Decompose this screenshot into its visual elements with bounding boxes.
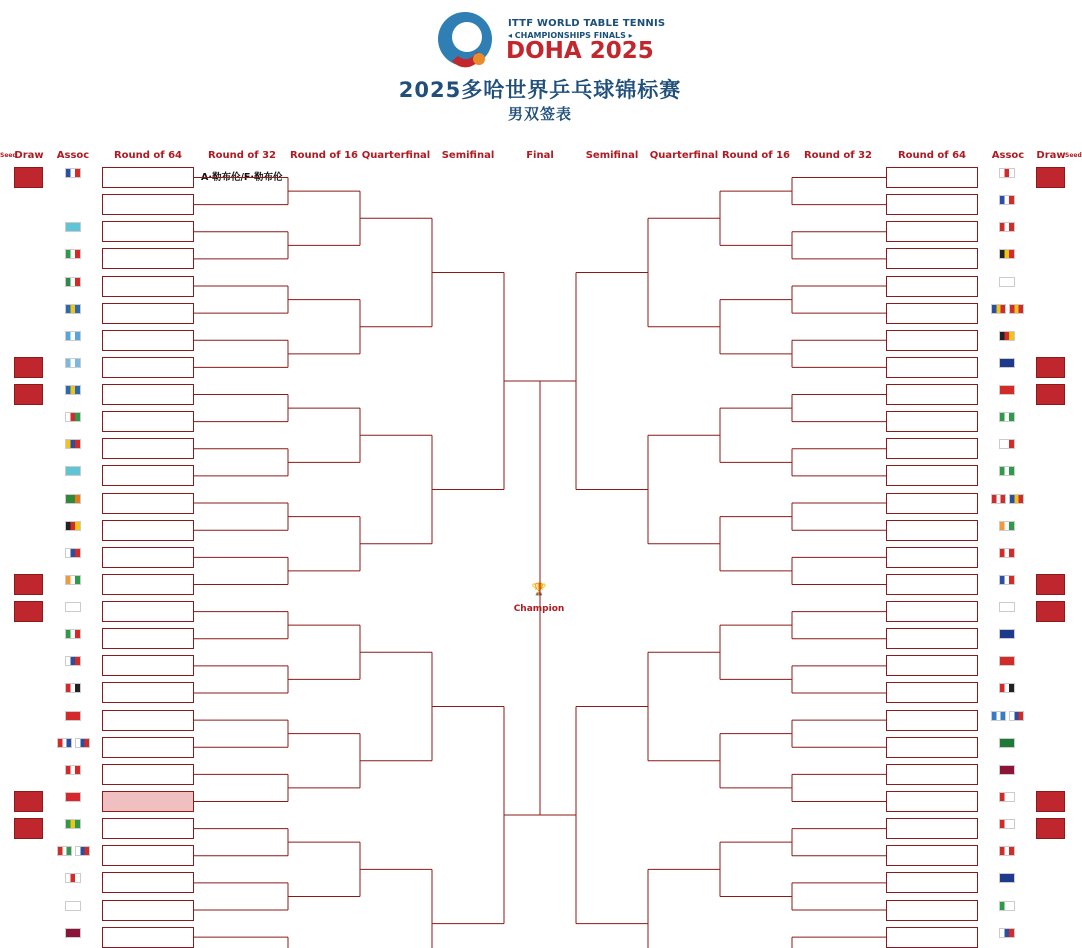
- seed-number: [0, 357, 14, 378]
- player-pair-cell: [102, 221, 194, 242]
- player-pair-cell: [886, 791, 978, 812]
- player-pair-cell: [886, 248, 978, 269]
- draw-number: [1036, 547, 1065, 568]
- draw-number: [1036, 682, 1065, 703]
- player-pair-cell: [886, 872, 978, 893]
- player-pair-cell: [886, 357, 978, 378]
- player-pair-cell: [102, 845, 194, 866]
- player-pair-cell: [102, 547, 194, 568]
- player-pair-cell: [886, 574, 978, 595]
- flag-icon: [999, 222, 1015, 232]
- player-pair-cell: [886, 655, 978, 676]
- player-pair-cell: [102, 411, 194, 432]
- flag-icon: [999, 928, 1015, 938]
- draw-number: [14, 221, 43, 242]
- seed-number: [0, 384, 14, 405]
- flag-icon: [65, 819, 81, 829]
- seed-number: [1066, 601, 1080, 622]
- draw-number: [1036, 384, 1065, 405]
- draw-number: [14, 411, 43, 432]
- header-assoc-left: Assoc: [56, 150, 90, 161]
- draw-number: [1036, 764, 1065, 785]
- player-pair-cell: [102, 574, 194, 595]
- seed-number: [1066, 818, 1080, 839]
- flag-icon: [65, 765, 81, 775]
- flag-icon: [65, 602, 81, 612]
- flag-icon: [65, 928, 81, 938]
- seed-number: [0, 818, 14, 839]
- draw-number: [14, 927, 43, 948]
- header-seed-left: Seed: [0, 152, 17, 159]
- header-seed-right: Seed: [1065, 152, 1082, 159]
- draw-number: [14, 764, 43, 785]
- player-pair-cell: [102, 438, 194, 459]
- draw-number: [14, 845, 43, 866]
- flag-icon: [65, 277, 81, 287]
- flag-icon: [999, 466, 1015, 476]
- seed-number: [0, 791, 14, 812]
- header-qf-left: Quarterfinal: [361, 150, 431, 161]
- player-pair-cell: [102, 900, 194, 921]
- draw-number: [1036, 194, 1065, 215]
- event-line-2: ◂ CHAMPIONSHIPS FINALS ▸: [508, 31, 633, 40]
- flag-icon: [57, 738, 72, 748]
- flag-icon: [999, 656, 1015, 666]
- flag-icon: [65, 412, 81, 422]
- trophy-icon: 🏆: [531, 582, 547, 596]
- page-subtitle: 男双签表: [507, 105, 572, 123]
- player-pair-cell: [102, 927, 194, 948]
- draw-number: [1036, 628, 1065, 649]
- draw-number: [14, 574, 43, 595]
- player-pair-cell: [102, 764, 194, 785]
- flag-icon: [999, 168, 1015, 178]
- player-pair-cell: [886, 221, 978, 242]
- player-pair-cell: [886, 330, 978, 351]
- seed-number: [0, 601, 14, 622]
- player-pair-cell: [102, 330, 194, 351]
- flag-icon: [65, 575, 81, 585]
- flag-icon: [65, 385, 81, 395]
- draw-number: [14, 493, 43, 514]
- player-pair-cell: [886, 303, 978, 324]
- player-pair-cell: [886, 927, 978, 948]
- player-pair-cell: [102, 628, 194, 649]
- header-r64-right: Round of 64: [897, 150, 967, 161]
- header-r32-right: Round of 32: [803, 150, 873, 161]
- draw-number: [14, 167, 43, 188]
- flag-icon: [999, 901, 1015, 911]
- flag-icon: [65, 331, 81, 341]
- flag-icon: [65, 249, 81, 259]
- header-draw-left: Draw: [14, 150, 44, 161]
- draw-number: [14, 655, 43, 676]
- draw-number: [14, 194, 43, 215]
- flag-icon: [999, 548, 1015, 558]
- flag-icon: [65, 711, 81, 721]
- draw-number: [1036, 927, 1065, 948]
- draw-number: [14, 872, 43, 893]
- draw-number: [14, 710, 43, 731]
- flag-icon: [999, 629, 1015, 639]
- flag-icon: [999, 412, 1015, 422]
- draw-number: [1036, 276, 1065, 297]
- flag-icon: [65, 521, 81, 531]
- flag-icon: [65, 873, 81, 883]
- draw-number: [14, 547, 43, 568]
- flag-icon: [999, 792, 1015, 802]
- flag-icon: [57, 846, 72, 856]
- draw-number: [1036, 438, 1065, 459]
- header-r16-left: Round of 16: [289, 150, 359, 161]
- flag-icon: [65, 629, 81, 639]
- player-pair-cell: [102, 276, 194, 297]
- header-r32-left: Round of 32: [207, 150, 277, 161]
- draw-number: [14, 900, 43, 921]
- flag-icon: [65, 494, 81, 504]
- header-r64-left: Round of 64: [113, 150, 183, 161]
- flag-icon: [991, 494, 1006, 504]
- flag-icon: [999, 738, 1015, 748]
- flag-icon: [999, 873, 1015, 883]
- flag-icon: [999, 819, 1015, 829]
- draw-number: [14, 818, 43, 839]
- flag-icon: [999, 602, 1015, 612]
- player-pair-cell: [102, 710, 194, 731]
- flag-icon: [999, 439, 1015, 449]
- flag-icon: [991, 711, 1006, 721]
- seed-number: [1066, 357, 1080, 378]
- player-pair-cell: [102, 520, 194, 541]
- flag-icon: [65, 656, 81, 666]
- draw-number: [14, 791, 43, 812]
- flag-icon: [75, 738, 90, 748]
- flag-icon: [1009, 494, 1024, 504]
- draw-number: [14, 438, 43, 459]
- player-pair-cell: [102, 737, 194, 758]
- player-pair-cell: [102, 465, 194, 486]
- flag-icon: [65, 222, 81, 232]
- player-pair-cell: [102, 493, 194, 514]
- player-pair-cell: [102, 791, 194, 812]
- draw-number: [14, 465, 43, 486]
- flag-icon: [65, 358, 81, 368]
- header-assoc-right: Assoc: [991, 150, 1025, 161]
- player-pair-cell: [886, 845, 978, 866]
- flag-icon: [65, 439, 81, 449]
- flag-icon: [999, 683, 1015, 693]
- player-pair-cell: [102, 655, 194, 676]
- flag-icon: [999, 385, 1015, 395]
- seed-number: [0, 167, 14, 188]
- draw-number: [1036, 357, 1065, 378]
- flag-icon: [999, 358, 1015, 368]
- player-pair-cell: [886, 493, 978, 514]
- flag-icon: [65, 466, 81, 476]
- draw-number: [14, 357, 43, 378]
- draw-number: [1036, 465, 1065, 486]
- flag-icon: [1009, 304, 1024, 314]
- draw-number: [1036, 710, 1065, 731]
- draw-number: [1036, 167, 1065, 188]
- header-draw-right: Draw: [1036, 150, 1066, 161]
- flag-icon: [65, 683, 81, 693]
- player-pair-cell: [886, 384, 978, 405]
- event-line-1: ITTF WORLD TABLE TENNIS: [508, 18, 666, 29]
- player-pair-cell: [102, 248, 194, 269]
- player-pair-cell: [886, 465, 978, 486]
- player-pair-cell: [886, 438, 978, 459]
- flag-icon: [999, 195, 1015, 205]
- flag-icon: [65, 548, 81, 558]
- player-pair-cell: [886, 276, 978, 297]
- flag-icon: [999, 277, 1015, 287]
- player-pair-cell: [886, 818, 978, 839]
- draw-number: [14, 520, 43, 541]
- draw-number: [1036, 872, 1065, 893]
- seed-number: [1066, 384, 1080, 405]
- player-pair-cell: [102, 872, 194, 893]
- draw-number: [1036, 411, 1065, 432]
- seed-number: [1066, 167, 1080, 188]
- player-pair-cell: [886, 601, 978, 622]
- player-pair-cell: [886, 194, 978, 215]
- flag-icon: [75, 846, 90, 856]
- player-pair-cell: [102, 194, 194, 215]
- flag-icon: [999, 846, 1015, 856]
- flag-icon: [999, 575, 1015, 585]
- draw-number: [1036, 221, 1065, 242]
- draw-number: [1036, 248, 1065, 269]
- draw-number: [1036, 791, 1065, 812]
- flag-icon: [1009, 711, 1024, 721]
- flag-icon: [65, 901, 81, 911]
- draw-number: [1036, 330, 1065, 351]
- player-pair-cell: [886, 764, 978, 785]
- draw-number: [14, 276, 43, 297]
- flag-icon: [999, 765, 1015, 775]
- draw-number: [14, 303, 43, 324]
- flag-icon: [999, 521, 1015, 531]
- header-sf-left: Semifinal: [441, 150, 495, 161]
- draw-number: [14, 628, 43, 649]
- draw-number: [14, 330, 43, 351]
- flag-icon: [65, 792, 81, 802]
- seed-number: [1066, 791, 1080, 812]
- draw-number: [14, 682, 43, 703]
- header-sf-right: Semifinal: [585, 150, 639, 161]
- draw-number: [1036, 493, 1065, 514]
- player-pair-cell: [886, 520, 978, 541]
- player-pair-cell: [102, 682, 194, 703]
- player-pair-cell: [102, 167, 194, 188]
- player-pair-cell: [886, 710, 978, 731]
- player-pair-cell: [886, 547, 978, 568]
- header-final: Final: [526, 150, 554, 161]
- player-pair-cell: [102, 818, 194, 839]
- flag-icon: [65, 304, 81, 314]
- player-pair-cell: [102, 303, 194, 324]
- draw-number: [1036, 655, 1065, 676]
- header-r16-right: Round of 16: [721, 150, 791, 161]
- champion-label: Champion: [513, 604, 565, 614]
- draw-number: [14, 737, 43, 758]
- flag-icon: [999, 249, 1015, 259]
- draw-number: [1036, 520, 1065, 541]
- player-pair-cell: [886, 628, 978, 649]
- draw-number: [14, 248, 43, 269]
- flag-icon: [991, 304, 1006, 314]
- flag-icon: [999, 331, 1015, 341]
- player-pair-cell: [886, 737, 978, 758]
- event-line-3: DOHA 2025: [506, 38, 654, 64]
- draw-number: [14, 384, 43, 405]
- header-qf-right: Quarterfinal: [649, 150, 719, 161]
- player-pair-cell: [886, 167, 978, 188]
- seed-number: [1066, 574, 1080, 595]
- draw-number: [1036, 574, 1065, 595]
- draw-number: [14, 601, 43, 622]
- draw-number: [1036, 900, 1065, 921]
- player-pair-cell: [102, 601, 194, 622]
- player-pair-cell: [102, 357, 194, 378]
- draw-number: [1036, 845, 1065, 866]
- seed-number: [0, 574, 14, 595]
- draw-number: [1036, 303, 1065, 324]
- draw-number: [1036, 737, 1065, 758]
- player-pair-cell: [886, 682, 978, 703]
- player-pair-cell: [886, 411, 978, 432]
- flag-icon: [65, 168, 81, 178]
- r32-winner: A·勒布伦/F·勒布伦: [196, 167, 288, 188]
- page-title: 2025多哈世界乒乓球锦标赛: [398, 78, 682, 102]
- draw-number: [1036, 818, 1065, 839]
- player-pair-cell: [102, 384, 194, 405]
- draw-number: [1036, 601, 1065, 622]
- player-pair-cell: [886, 900, 978, 921]
